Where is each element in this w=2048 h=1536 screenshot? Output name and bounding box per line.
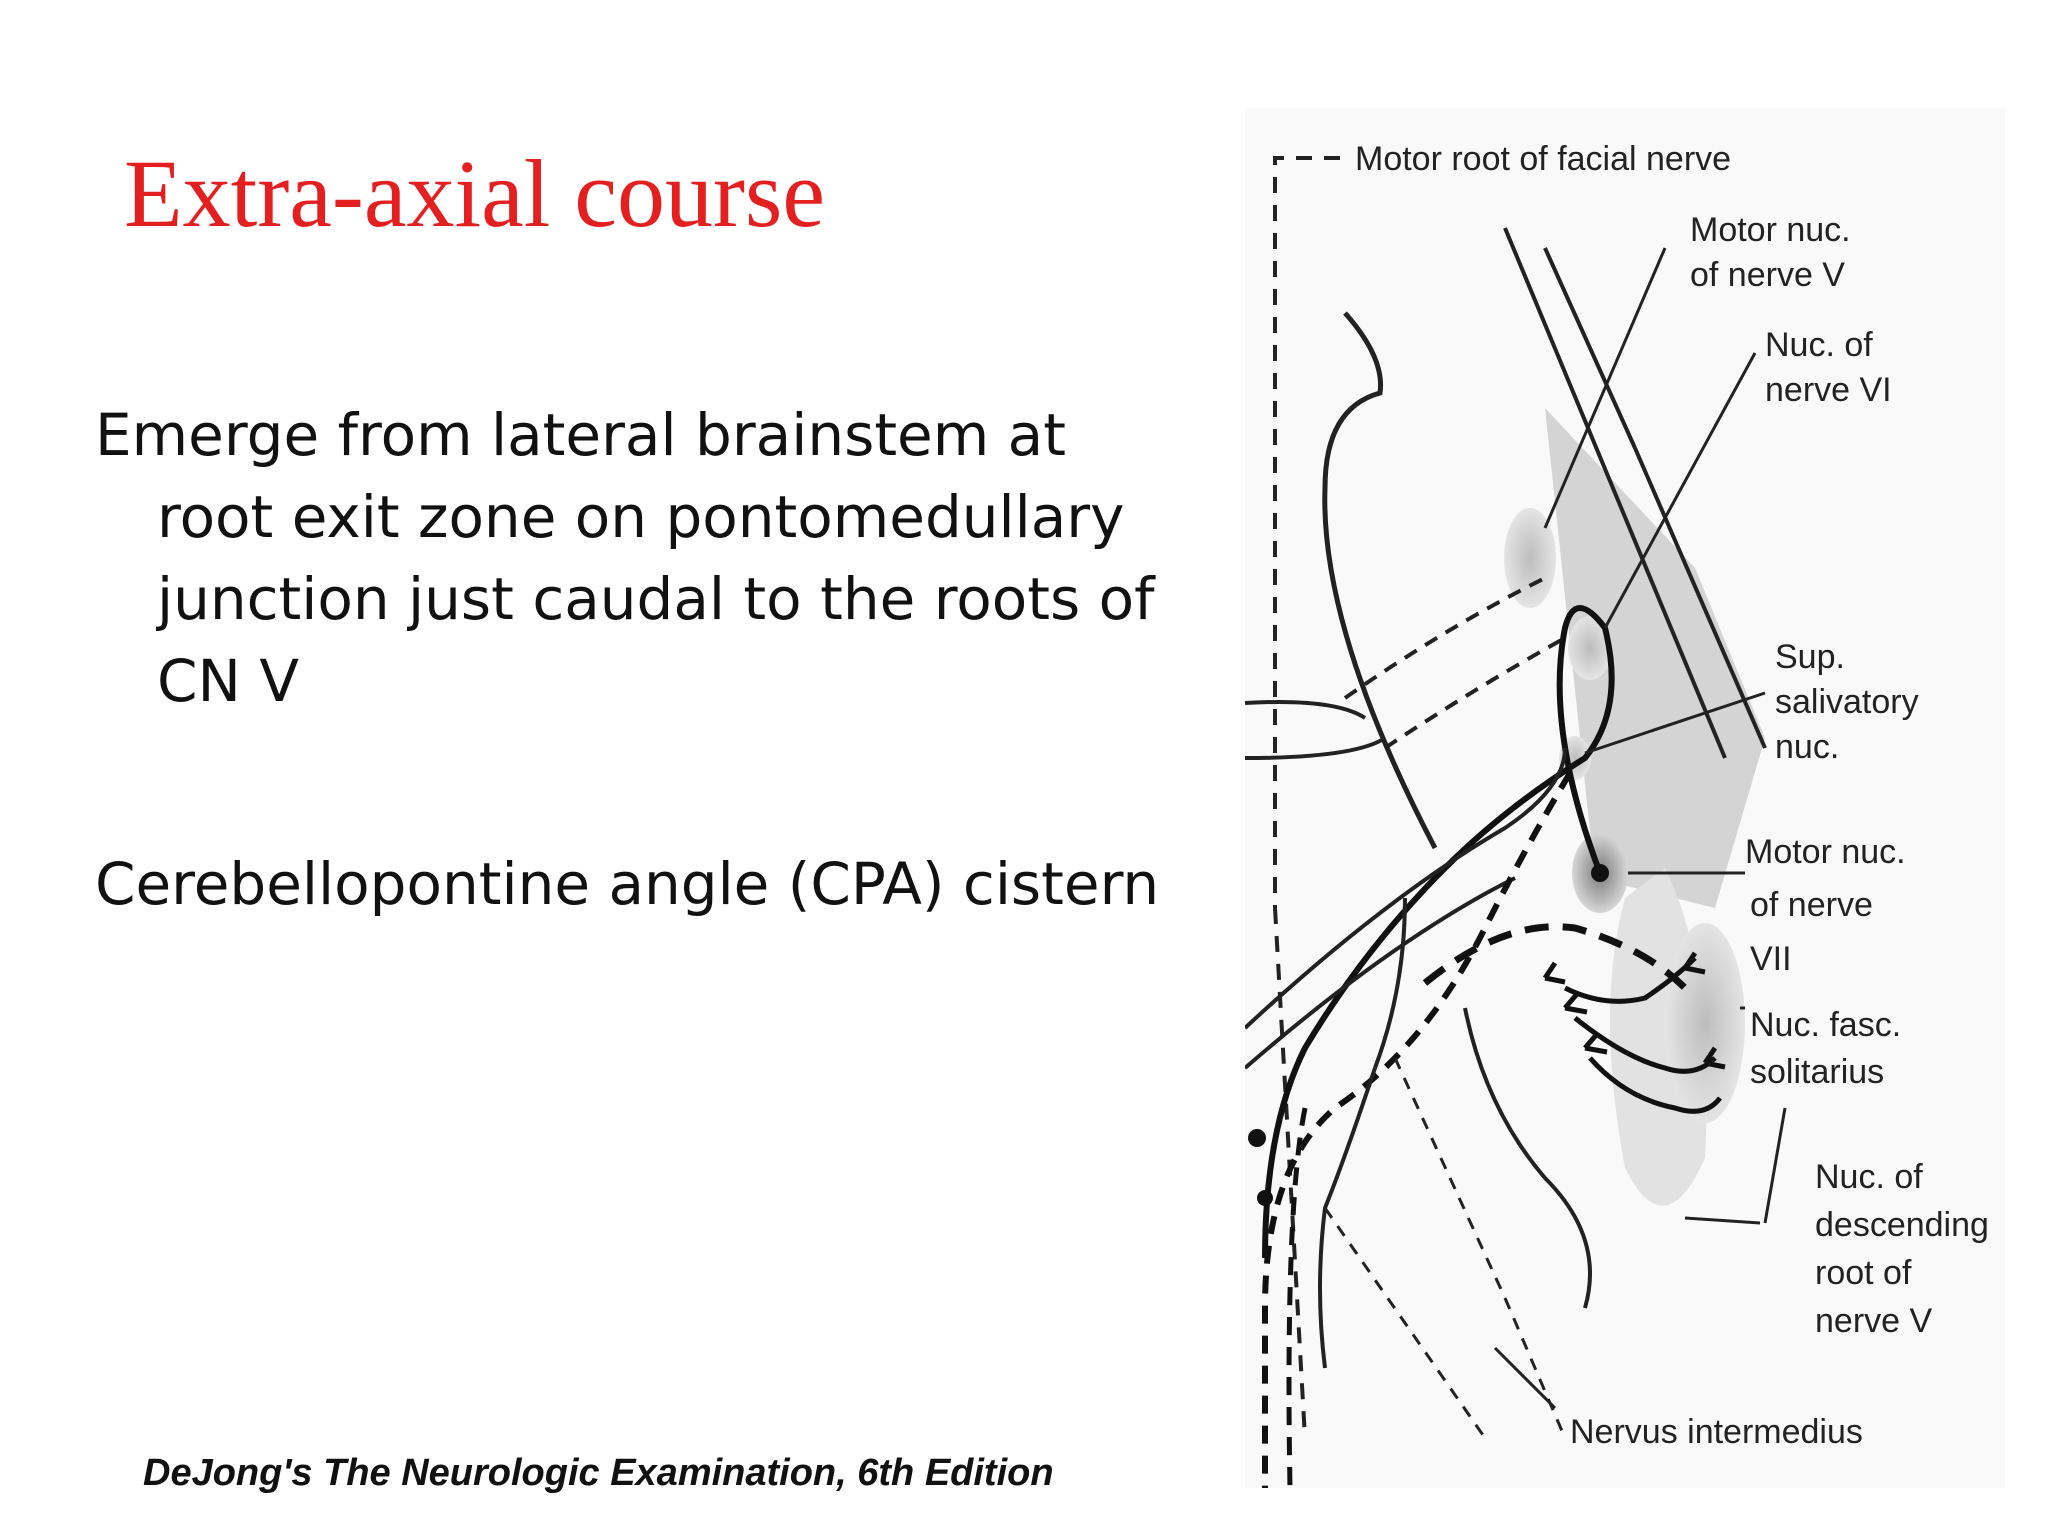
label-motor-nuc-vii-2: of nerve	[1750, 886, 1873, 924]
label-motor-nuc-v-2: of nerve V	[1690, 256, 1845, 294]
slide-title: Extra-axial course	[124, 140, 825, 247]
label-motor-nuc-vii-1: Motor nuc.	[1745, 833, 1906, 871]
lower-curve-2	[1375, 898, 1405, 1068]
label-nervus-intermedius: Nervus intermedius	[1570, 1413, 1863, 1451]
edge-line-1	[1245, 702, 1365, 718]
bullet-emerge-line-4: CN V	[157, 647, 299, 715]
bracket-curve	[1325, 313, 1435, 848]
label-nuc-vi-1: Nuc. of	[1765, 326, 1873, 364]
label-desc-v-1: Nuc. of	[1815, 1158, 1923, 1196]
label-nuc-vi-2: nerve VI	[1765, 371, 1892, 409]
facial-nerve-diagram	[1245, 108, 2005, 1488]
label-desc-v-2: descending	[1815, 1206, 1989, 1244]
bullet-cpa-line-1: Cerebellopontine angle (CPA) cistern	[95, 850, 1160, 918]
terminal-blob-1	[1248, 1129, 1266, 1147]
terminal-blob-2	[1257, 1190, 1273, 1206]
label-motor-root-facial: Motor root of facial nerve	[1355, 140, 1732, 178]
dashed-lower-diag-1	[1395, 1058, 1565, 1438]
bullet-emerge-line-2: root exit zone on pontomedullary	[157, 483, 1125, 551]
label-nuc-fasc-2: solitarius	[1750, 1053, 1885, 1091]
label-sup-salivatory-1: Sup.	[1775, 638, 1845, 676]
bullet-emerge-line-3: junction just caudal to the roots of	[157, 565, 1155, 633]
nervus-intermedius-tract	[1265, 773, 1570, 1488]
edge-line-2	[1245, 738, 1385, 758]
diagram-svg	[1245, 108, 2005, 1488]
source-caption: DeJong's The Neurologic Examination, 6th Edition	[143, 1452, 1054, 1494]
bullet-cpa-cistern	[95, 843, 1159, 925]
label-sup-salivatory-3: nuc.	[1775, 728, 1840, 766]
label-motor-nuc-vii-3: VII	[1750, 940, 1792, 978]
bullet-emerge-line-1: Emerge from lateral brainstem at	[95, 401, 1066, 469]
motor-root-dashed-outline	[1275, 158, 1340, 908]
bullet-emerge	[95, 394, 1155, 722]
label-nuc-fasc-1: Nuc. fasc.	[1750, 1006, 1902, 1044]
nuc-fasc-solitarius	[1665, 923, 1745, 1123]
label-motor-nuc-v-1: Motor nuc.	[1690, 211, 1851, 249]
dashed-lower-diag-2	[1325, 1208, 1485, 1438]
label-sup-salivatory-2: salivatory	[1775, 683, 1919, 721]
lower-curve-1	[1465, 1008, 1590, 1308]
label-desc-v-4: nerve V	[1815, 1302, 1933, 1340]
label-desc-v-3: root of	[1815, 1254, 1912, 1292]
